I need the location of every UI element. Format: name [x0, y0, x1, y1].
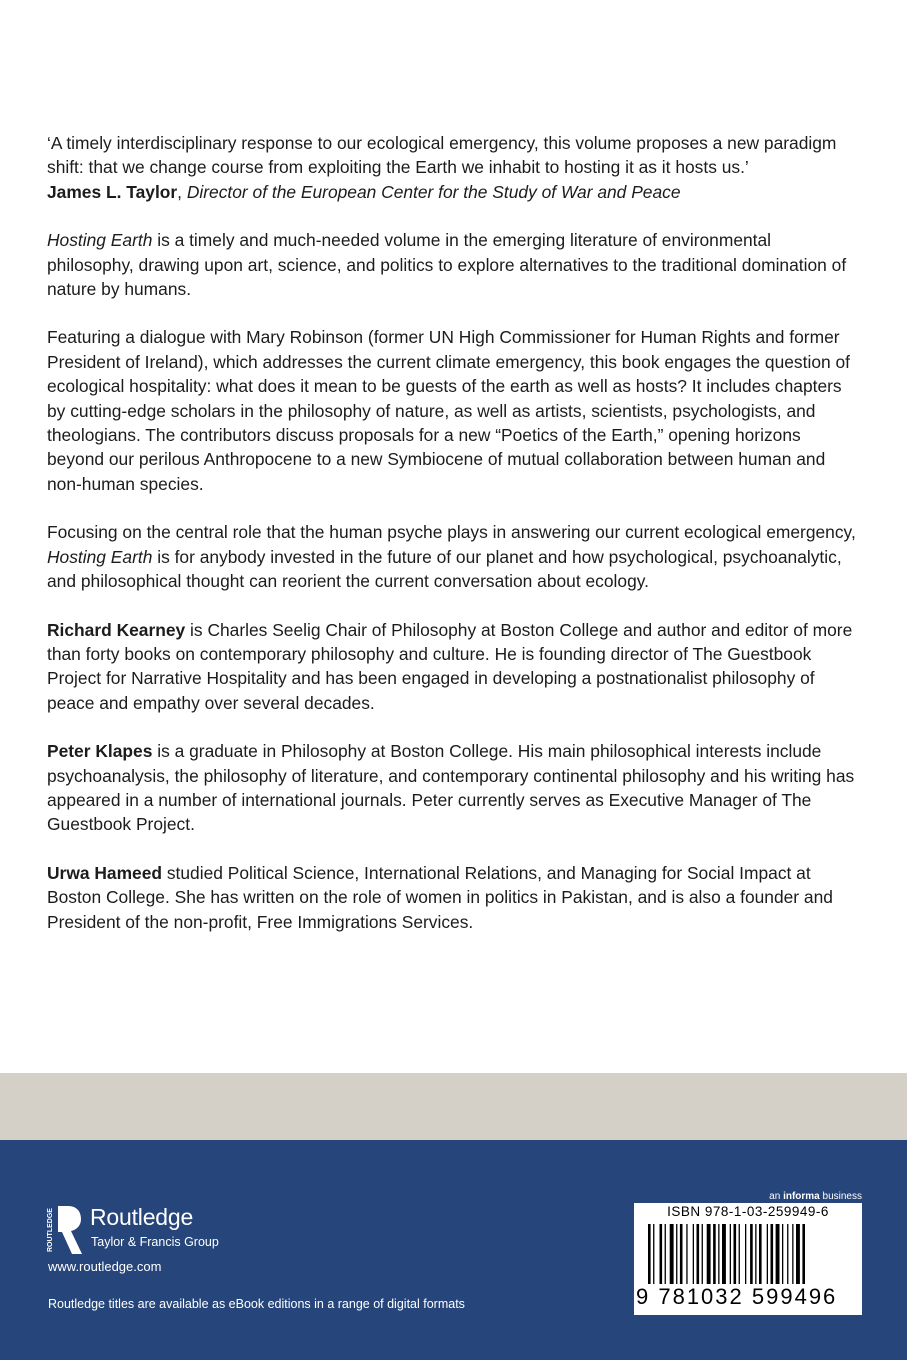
barcode-bar: [665, 1224, 666, 1284]
barcode-bar: [702, 1224, 703, 1284]
barcode-bar: [787, 1224, 788, 1284]
barcode-bar: [750, 1224, 753, 1284]
barcode-bar: [759, 1224, 762, 1284]
barcode-bar: [707, 1224, 711, 1284]
informa-tagline: [769, 1191, 862, 1202]
barcode-bar: [660, 1224, 663, 1284]
barcode-bar: [697, 1224, 700, 1284]
barcode-bar: [739, 1224, 740, 1284]
author-name: Peter Klapes: [47, 741, 153, 762]
book-title: Hosting Earth: [47, 230, 153, 251]
barcode-bar: [670, 1224, 674, 1284]
barcode-bar: [693, 1224, 694, 1284]
author-bio: [47, 739, 862, 837]
barcode-bar: [686, 1224, 687, 1284]
bio-text: is Charles Seelig Chair of Philosophy at Boston College and author and editor of more than forty books on contemporary philosophy and culture. He is founding director of The Guestbook Project for Narrative Hospitality and has been engaged in developing a postnationalist philosophy of peace and empathy over several decades.: [47, 619, 853, 713]
publisher-footer: [0, 1140, 907, 1360]
bio-text: is a graduate in Philosophy at Boston College. His main philosophical interests include psychoanalysis, the philosophy of literature, and contemporary continental philosophy and his writing has appeared in a number of international journals. Peter currently serves as Executive Manager of The Guestbook Project.: [47, 741, 855, 835]
endorser-title: Director of the European Center for the Study of War and Peace: [186, 181, 681, 202]
informa-text: an: [769, 1191, 784, 1202]
description-text: is a timely and much-needed volume in the emerging literature of environmental philosophy, drawing upon art, science, and politics to explore alternatives to the traditional domination of nature by humans.: [47, 230, 847, 300]
barcode-bars: [648, 1224, 860, 1284]
barcode-bar: [734, 1224, 737, 1284]
isbn: ISBN 978-1-03-259949-6: [667, 1204, 829, 1219]
description-paragraph-1: [47, 228, 862, 301]
barcode-bar: [755, 1224, 756, 1284]
book-title: Hosting Earth: [47, 546, 153, 567]
routledge-logo-icon: [44, 1204, 84, 1256]
barcode-bar: [680, 1224, 683, 1284]
publisher-group: Taylor & Francis Group: [91, 1235, 219, 1249]
barcode: [634, 1203, 862, 1315]
barcode-bar: [802, 1224, 805, 1284]
publisher-name: Routledge: [90, 1204, 194, 1230]
attribution-separator: ,: [177, 181, 187, 202]
author-name: Urwa Hameed: [47, 862, 163, 883]
barcode-bar: [648, 1224, 651, 1284]
barcode-bar: [713, 1224, 716, 1284]
barcode-bar: [676, 1224, 677, 1284]
barcode-bar: [745, 1224, 746, 1284]
description-paragraph-3: [47, 520, 862, 593]
author-bio: [47, 861, 862, 934]
barcode-bar: [767, 1224, 768, 1284]
informa-brand: informa: [783, 1191, 820, 1202]
back-cover-text: [47, 131, 862, 958]
barcode-digits: 9 781032 599496: [636, 1284, 838, 1309]
author-bio: [47, 618, 862, 716]
endorser-name: James L. Taylor: [47, 181, 178, 202]
informa-text: business: [819, 1191, 862, 1202]
bio-text: studied Political Science, International Relations, and Managing for Social Impact at Boston College. She has written on the role of women in politics in Pakistan, and is also a founder and President of the non-profit, Free Immigrations Services.: [47, 862, 833, 932]
barcode-bar: [782, 1224, 783, 1284]
barcode-bar: [730, 1224, 731, 1284]
barcode-bar: [771, 1224, 774, 1284]
endorsement-attribution: [47, 180, 862, 204]
description-text: is for anybody invested in the future of our planet and how psychological, psychoanalytic, and philosophical thought can reorient the current conversation about ecology.: [47, 546, 842, 592]
endorsement-quote: ‘A timely interdisciplinary response to our ecological emergency, this volume proposes a new paradigm shift: that we change course from exploiting the Earth we inhabit to hosting it as it hosts us.’: [47, 133, 837, 178]
barcode-bar: [796, 1224, 800, 1284]
barcode-bar: [722, 1224, 726, 1284]
logo-vertical-text: ROUTLEDGE: [47, 1208, 54, 1252]
barcode-bar: [776, 1224, 780, 1284]
barcode-bar: [653, 1224, 654, 1284]
ebook-note: Routledge titles are available as eBook editions in a range of digital formats: [48, 1297, 465, 1311]
publisher-url[interactable]: www.routledge.com: [48, 1259, 162, 1274]
barcode-bar: [792, 1224, 793, 1284]
description-text: Focusing on the central role that the human psyche plays in answering our current ecological emergency,: [47, 522, 856, 543]
author-name: Richard Kearney: [47, 619, 186, 640]
barcode-bar: [718, 1224, 719, 1284]
description-paragraph-2: Featuring a dialogue with Mary Robinson (former UN High Commissioner for Human Rights and former President of Ireland), which addresses the current climate emergency, this book engages the question of ecological hospitality: what does it mean to be guests of the earth as well as hosts? It includes chapters by cutting-edge scholars in the philosophy of nature, as well as artists, scientists, psychologists, and theologians. The contributors discuss proposals for a new “Poetics of the Earth,” opening horizons beyond our perilous Anthropocene to a new Symbiocene of mutual collaboration between human and non-human species.: [47, 327, 850, 494]
grey-band: [0, 1073, 907, 1140]
